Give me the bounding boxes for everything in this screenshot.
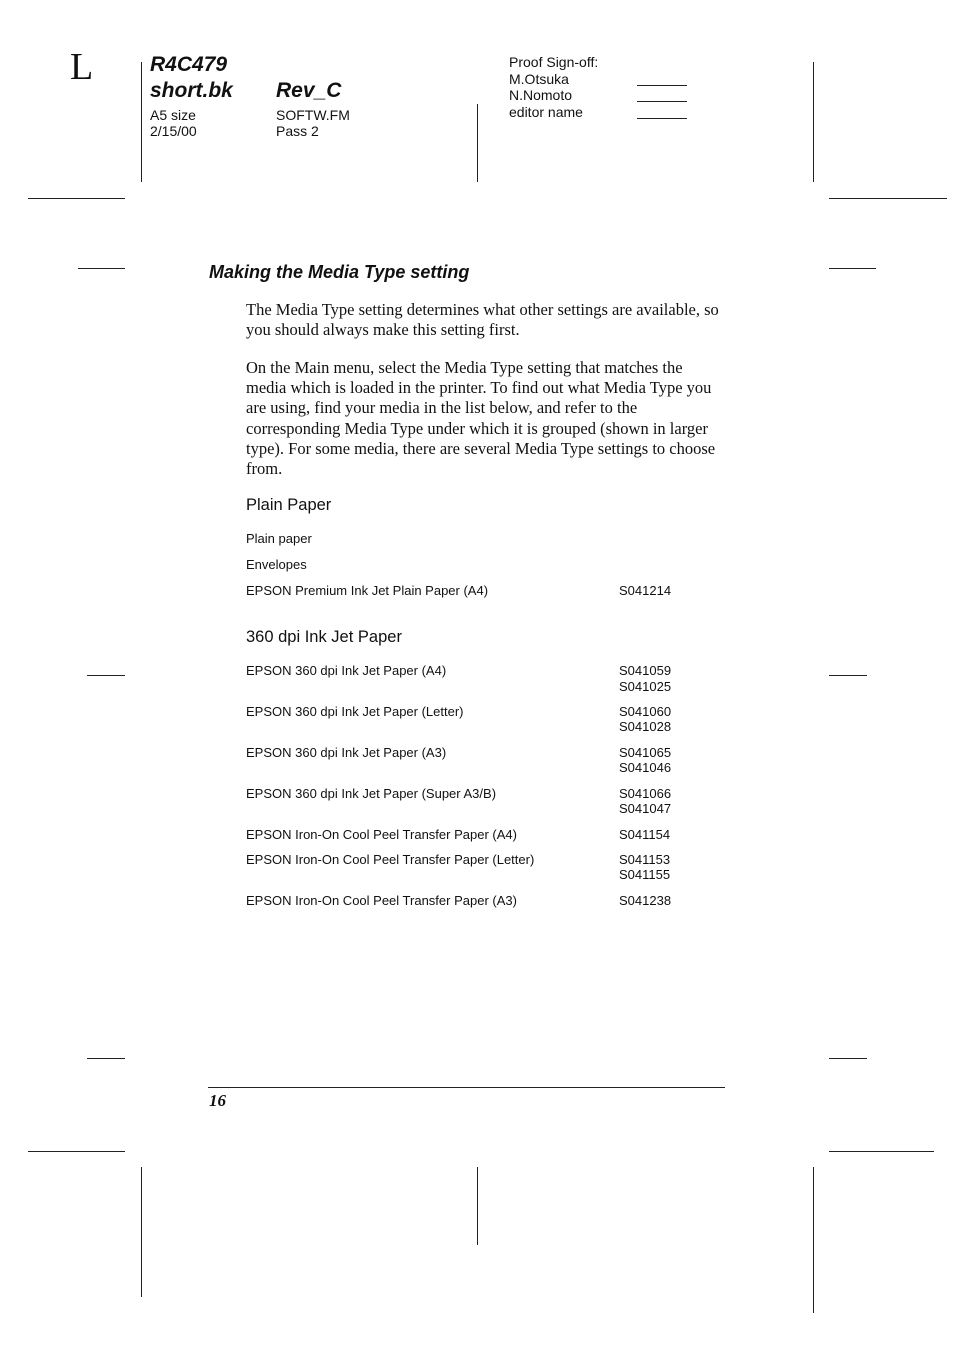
crop-mark bbox=[829, 675, 867, 676]
crop-mark bbox=[87, 675, 125, 676]
crop-mark bbox=[829, 268, 876, 269]
crop-mark bbox=[477, 1167, 478, 1245]
media-item: EPSON Iron-On Cool Peel Transfer Paper (Letter) bbox=[246, 852, 535, 867]
media-item: EPSON 360 dpi Ink Jet Paper (Letter) bbox=[246, 704, 464, 719]
file-name: SOFTW.FM bbox=[276, 107, 350, 123]
media-item: EPSON Iron-On Cool Peel Transfer Paper (A4) bbox=[246, 827, 517, 842]
pass: Pass 2 bbox=[276, 123, 319, 139]
media-item: Envelopes bbox=[246, 557, 307, 572]
product-code: S041066 bbox=[619, 786, 672, 801]
proof-title: Proof Sign-off: bbox=[509, 54, 599, 70]
product-code: S041059 bbox=[619, 663, 672, 678]
media-item: EPSON 360 dpi Ink Jet Paper (Super A3/B) bbox=[246, 786, 497, 801]
footer-rule bbox=[208, 1087, 725, 1088]
media-item: EPSON Premium Ink Jet Plain Paper (A4) bbox=[246, 583, 489, 598]
crop-mark bbox=[813, 62, 814, 182]
media-item: Plain paper bbox=[246, 531, 312, 546]
product-code: S041153 bbox=[619, 852, 671, 867]
page-number: 16 bbox=[209, 1091, 226, 1110]
product-code: S041025 bbox=[619, 679, 672, 694]
date: 2/15/00 bbox=[150, 123, 197, 139]
product-code: S041060 bbox=[619, 704, 672, 719]
signoff-line bbox=[637, 85, 687, 86]
doc-id: R4C479 bbox=[150, 53, 228, 76]
crop-mark bbox=[87, 1058, 125, 1059]
media-item: EPSON 360 dpi Ink Jet Paper (A4) bbox=[246, 663, 447, 678]
product-code: S041065 bbox=[619, 745, 672, 760]
crop-mark bbox=[141, 1167, 142, 1297]
product-code: S041046 bbox=[619, 760, 672, 775]
crop-mark bbox=[829, 1151, 934, 1152]
book-name: short.bk bbox=[150, 79, 233, 102]
crop-mark bbox=[813, 1167, 814, 1313]
product-code: S041214 bbox=[619, 583, 672, 598]
crop-mark bbox=[477, 104, 478, 182]
page-size: A5 size bbox=[150, 107, 196, 123]
revision: Rev_C bbox=[276, 79, 342, 102]
intro-paragraph: The Media Type setting determines what other settings are available, so you should always make this setting first. bbox=[246, 300, 719, 340]
product-code: S041238 bbox=[619, 893, 672, 908]
section-heading: Making the Media Type setting bbox=[209, 262, 470, 282]
crop-mark bbox=[28, 1151, 125, 1152]
signer-1: M.Otsuka bbox=[509, 71, 569, 87]
media-item: EPSON Iron-On Cool Peel Transfer Paper (A3) bbox=[246, 893, 517, 908]
product-code: S041028 bbox=[619, 719, 672, 734]
signer-2: N.Nomoto bbox=[509, 87, 573, 103]
product-code: S041047 bbox=[619, 801, 672, 816]
group-title-plain-paper: Plain Paper bbox=[246, 496, 332, 514]
crop-mark bbox=[829, 198, 947, 199]
crop-mark bbox=[78, 268, 125, 269]
group-title-360dpi: 360 dpi Ink Jet Paper bbox=[246, 628, 402, 646]
corner-letter: L bbox=[70, 46, 94, 88]
instructions-paragraph: On the Main menu, select the Media Type setting that matches the media which is loaded in the printer. To find out what Media Type you are using, find your media in the list below, and refer to the corresponding Media Type under which it is grouped (shown in larger type). For some media, there are several Media Type settings to choose from. bbox=[246, 358, 716, 479]
signoff-line bbox=[637, 118, 687, 119]
media-item: EPSON 360 dpi Ink Jet Paper (A3) bbox=[246, 745, 447, 760]
signer-3: editor name bbox=[509, 104, 583, 120]
crop-mark bbox=[141, 62, 142, 182]
crop-mark bbox=[28, 198, 125, 199]
product-code: S041154 bbox=[619, 827, 671, 842]
product-code: S041155 bbox=[619, 867, 671, 882]
crop-mark bbox=[829, 1058, 867, 1059]
signoff-line bbox=[637, 101, 687, 102]
